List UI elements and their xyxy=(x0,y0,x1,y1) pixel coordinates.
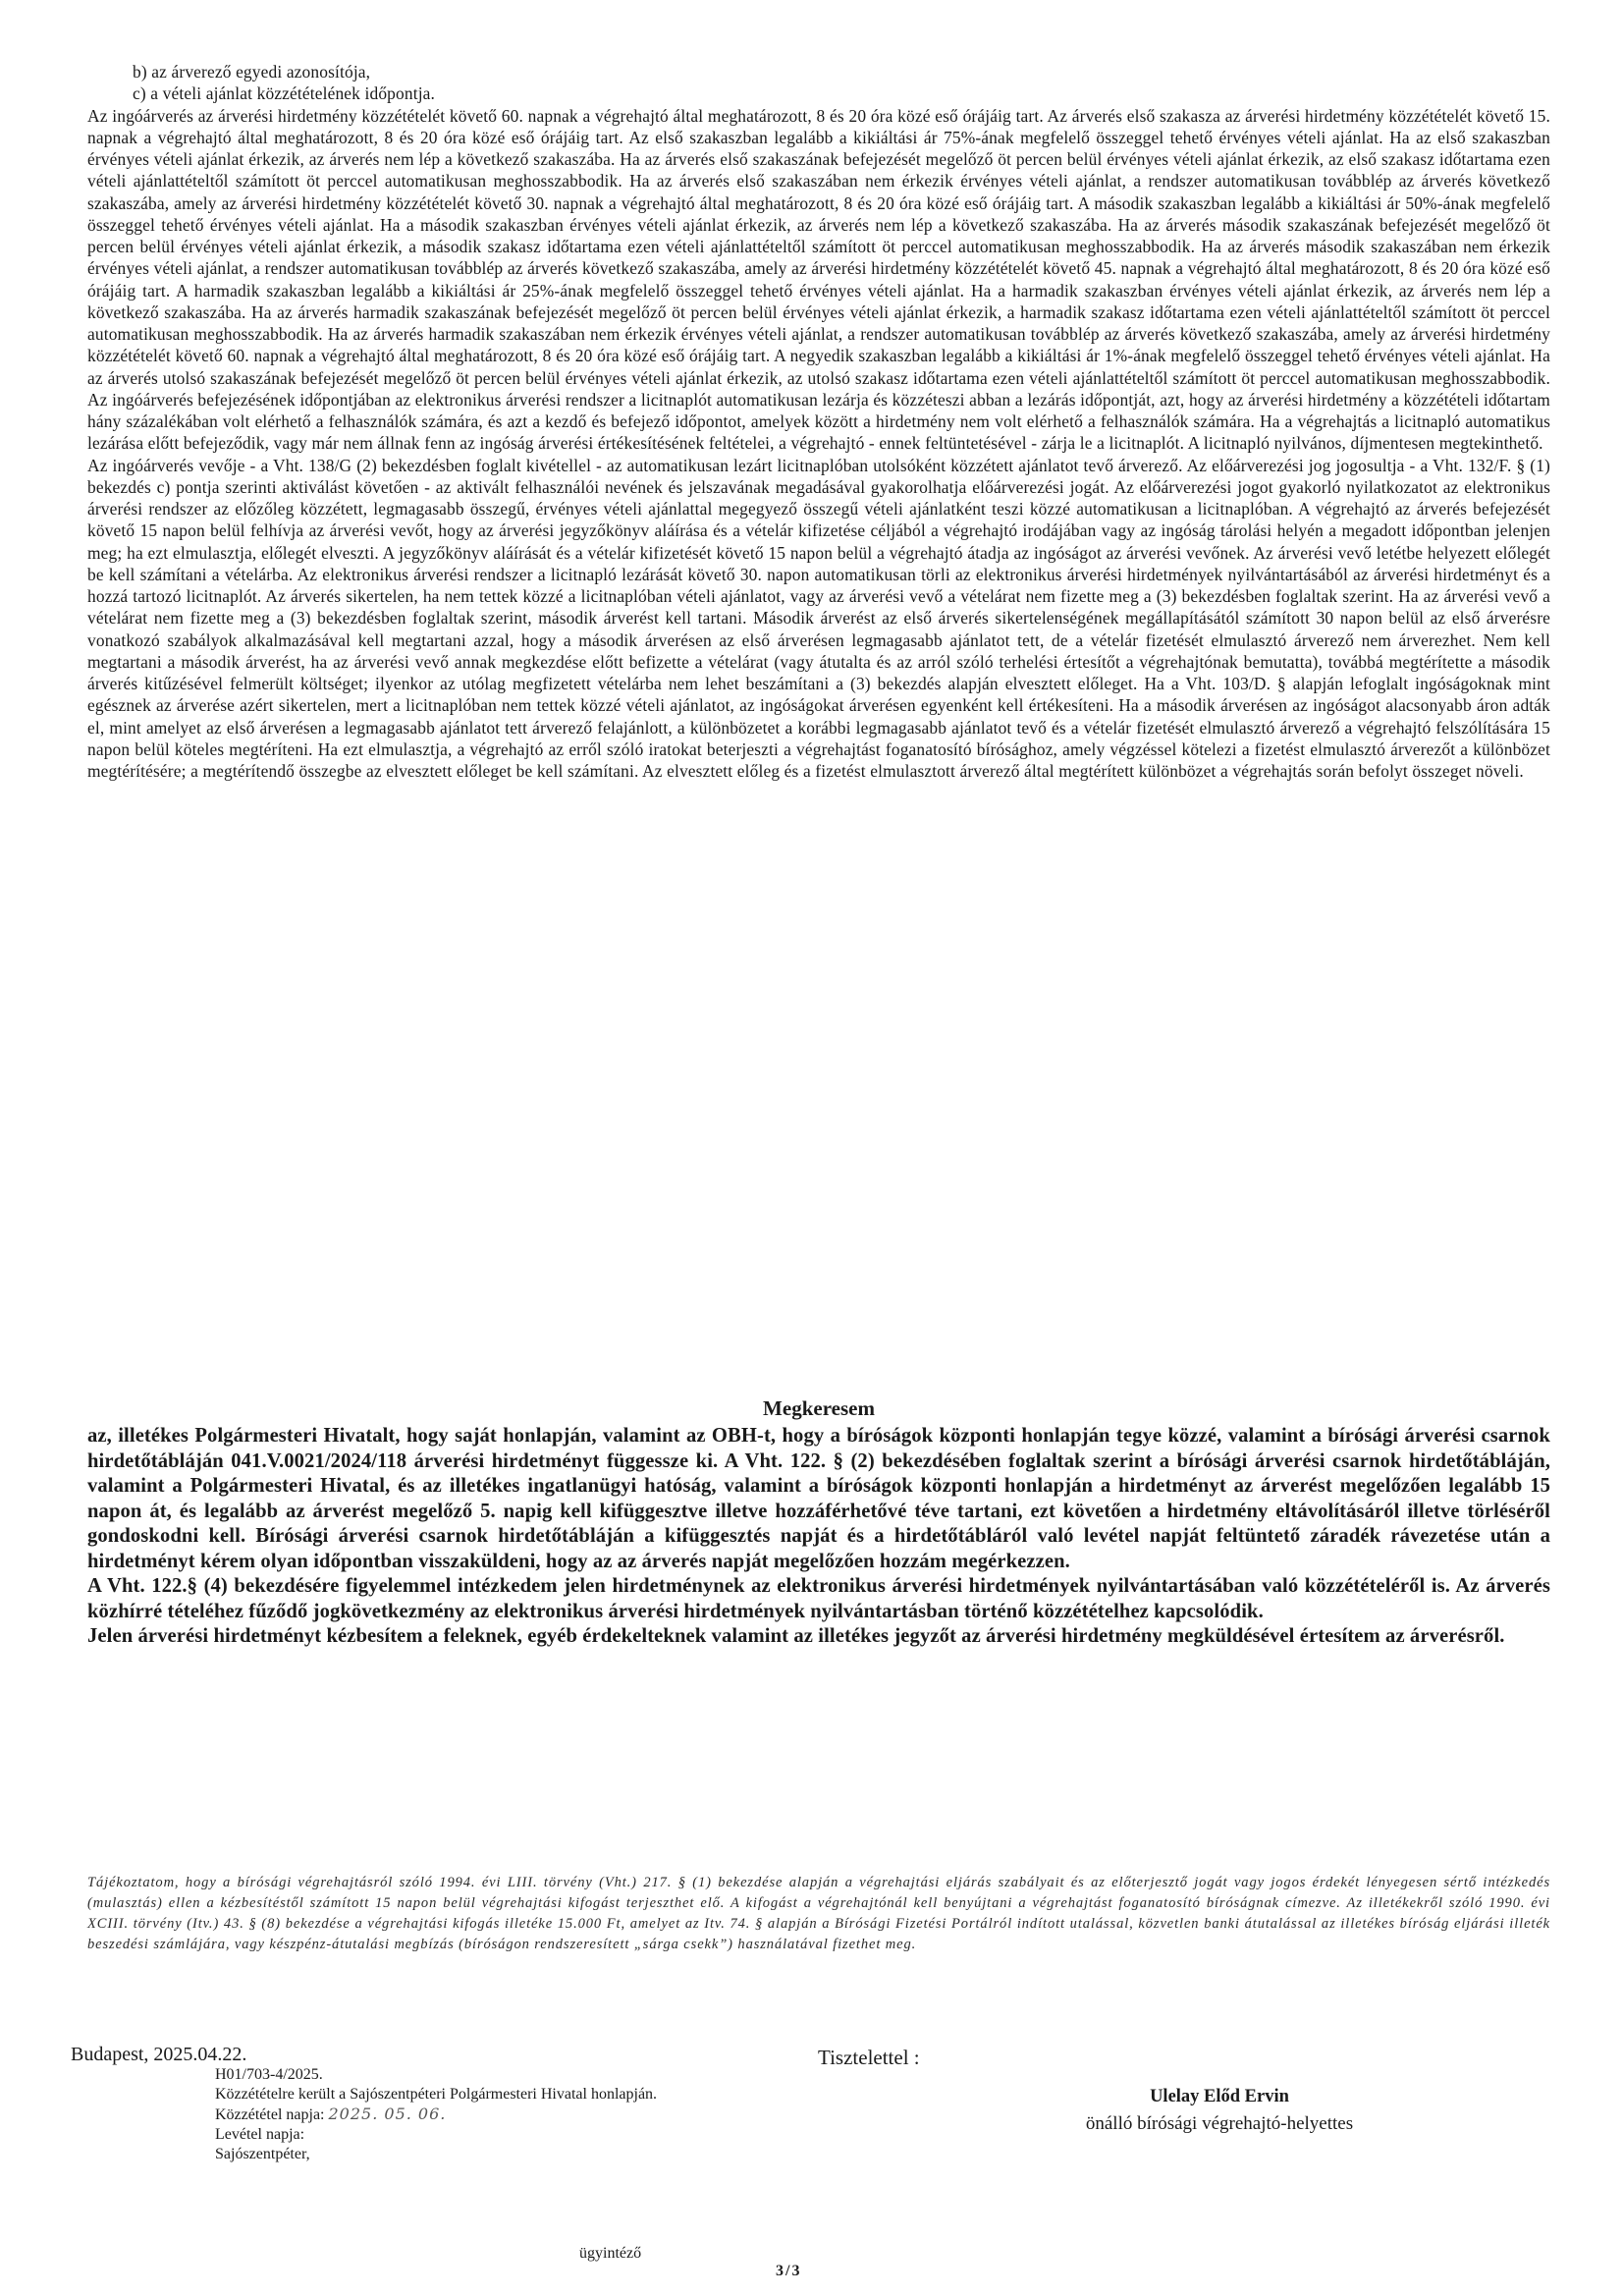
request-section xyxy=(87,1424,1550,1650)
legal-remedy-notice xyxy=(87,1873,1550,1955)
removal-date-label: Levétel napja: xyxy=(215,2126,305,2143)
request-paragraph-3: Jelen árverési hirdetményt kézbesítem a feleknek, egyéb érdekelteknek valamint az illetékes jegyzőt az árverési hirdetmény megküldésével értesítem az árverésről. xyxy=(87,1625,1505,1647)
list-item-b: b) az árverező egyedi azonosítója, xyxy=(133,62,371,82)
published-note: Közzétételre került a Sajószentpéteri Polgármesteri Hivatal honlapján. xyxy=(215,2086,658,2103)
publish-date-label: Közzététel napja: xyxy=(215,2106,325,2123)
request-heading: Megkeresem xyxy=(763,1396,875,1420)
request-paragraph-1: az, illetékes Polgármesteri Hivatalt, hogy saját honlapján, valamint az OBH-t, hogy a bíróságok központi honlapján tegye közzé, valamint a bírósági árverési csarnok hirdetőtábláján 041.V.0021/2024/118 árverési hirdetményt függessze ki. A Vht. 122. § (2) bekezdésében foglaltak szerint a bírósági árverési csarnok hirdetőtábláján, valamint a Polgármesteri Hivatal, és az illetékes ingatlanügyi hatóság, valamint a bíróságok központi honlapján a hirdetményt az árverést megelőzően legalább 15 napon át, és legalább az árverést megelőző 5. napig kell kifüggesztve illetve hozzáférhetővé téve tartani, ezt követően a hirdetmény eltávolításáról illetve törléséről gondoskodni kell. Bírósági árverési csarnok hirdetőtábláján a kifüggesztés napját és a hirdetőtábláról való levétel napját feltüntető záradék rávezetése után a hirdetményt kérem olyan időpontban visszaküldeni, hogy az az árverés napját megelőzően hozzám megérkezzen. xyxy=(87,1425,1550,1572)
auction-rules-text xyxy=(87,61,1550,782)
clerk-label: ügyintéző xyxy=(579,2245,642,2262)
notice-text: Tájékoztatom, hogy a bírósági végrehajtásról szóló 1994. évi LIII. törvény (Vht.) 217. § (1) bekezdése alapján a végrehajtási eljárás szabályait és az előterjesztő jogát vagy jogos érdekét lényegesen sértő intézkedés (mulasztás) ellen a kézbesítéstől számított 15 napon belül végrehajtási kifogást terjeszthet elő. A kifogást a végrehajtónál kell benyújtani a végrehajtást foganatosító bíróságnak címezve. Az illetékekről szóló 1990. évi XCIII. törvény (Itv.) 43. § (8) bekezdése a végrehajtási kifogás illetéke 15.000 Ft, amelyet az Itv. 74. § alapján a Bírósági Fizetési Portálról indított utalással, közvetlen banki átutalással az illetékes bíróság eljárási illeték beszedési számlájára, vagy készpénz-átutalási megbízás (bíróságon rendszeresített „sárga csekk”) használatával fizethet meg. xyxy=(87,1875,1550,1952)
list-item-c: c) a vételi ajánlat közzétételének időpontja. xyxy=(133,83,436,104)
publish-date-handwritten: 2025. 05. 06. xyxy=(328,2105,447,2123)
signature-greeting: Tisztelettel : xyxy=(818,2046,920,2069)
place-label: Sajószentpéter, xyxy=(215,2146,310,2162)
auction-buyer-paragraph: Az ingóárverés vevője - a Vht. 138/G (2) bekezdésben foglalt kivétellel - az automatikusan lezárt licitnaplóban utolsóként közzétett ajánlatot tevő árverező. Az előárverezési jog jogosultja - a Vht. 132/F. § (1) bekezdés c) pontja szerinti aktiválást követően - az aktivált felhasználói nevének és jelszavának megadásával gyakorolhatja előárverezési jogát. Az előárverezési jogot gyakorló nyilatkozatot az elektronikus árverési rendszer az előzőleg közzétett, legmagasabb összegű, érvényes vételi ajánlattal megegyező összegű vételi ajánlatként teszi közzé automatikusan a licitnaplóban. A végrehajtó az árverés befejezését követő 15 napon belül felhívja az árverési vevőt, hogy az árverési jegyzőkönyv aláírása és a vételár kifizetése céljából a végrehajtó irodájában vagy az ingóság tárolási helyén a megadott időpontban jelenjen meg; ha ezt elmulasztja, előlegét elveszti. A jegyzőkönyv aláírását és a vételár kifizetését követő 15 napon belül a végrehajtó átadja az ingóságot az árverési vevőnek. Az árverési vevő letétbe helyezett előlegét be kell számítani a vételárba. Az elektronikus árverési rendszer a licitnapló lezárását követő 30. napon automatikusan törli az elektronikus árverési hirdetmények nyilvántartásából az árverési hirdetményt és a hozzá tartozó licitnaplót. Az árverés sikertelen, ha nem tettek közzé a licitnaplóban vételi ajánlatot, vagy az árverési vevő a vételárat nem fizette meg a (3) bekezdésben foglaltak szerint. Ha az árverési vevő a vételárat nem fizette meg a (3) bekezdésben foglaltak szerint, második árverést kell tartani. Második árverést az első árverés sikertelenségének megállapításától számított 30 napon belül az első árverésre vonatkozó szabályok alkalmazásával kell megtartani azzal, hogy a második árverésen az első árverésen legmagasabb ajánlatot tett, de a vételár fizetését elmulasztó árverező nem árverezhet. Nem kell megtartani a második árverést, ha az árverési vevő annak megkezdése előtt befizette a vételárat (vagy átutalta és az arról szóló terhelési értesítőt a végrehajtónak bemutatta), továbbá megtérítette a második árverés kitűzésével felmerült költséget; ilyenkor az utólag megfizetett vételárba nem lehet beszámítani a (3) bekezdés alapján elvesztett előleget. Ha a Vht. 103/D. § alapján lefoglalt ingóságoknak mint egésznek az árverése azért sikertelen, mert a licitnaplóban nem tettek közzé vételi ajánlatot, az ingóságokat árverésen egyenként kell értékesíteni. Ha a második árverésen az ingóságot alacsonyabb áron adták el, mint amelyet az első árverésen a legmagasabb ajánlatot tett árverező felajánlott, a különbözetet a korábbi legmagasabb ajánlatot tevő és a vételár fizetését elmulasztó árverező a végrehajtó felszólítására 15 napon belül köteles megtéríteni. Ha ezt elmulasztja, a végrehajtó az erről szóló iratokat beterjeszti a végrehajtást foganatosító bírósághoz, amely végzéssel kötelezi a fizetést elmulasztó árverezőt a különbözet megtérítésére; a megtérítendő összegbe az elvesztett előleget be kell számítani. Az elvesztett előleg és a fizetést elmulasztott árverező által megtérített különbözet a végrehajtás során befolyt összeget növeli. xyxy=(87,455,1550,781)
page-number: 3/3 xyxy=(776,2263,802,2279)
city-date: Budapest, 2025.04.22. xyxy=(71,2044,247,2065)
request-paragraph-2: A Vht. 122.§ (4) bekezdésére figyelemmel intézkedem jelen hirdetménynek az elektronikus árverési hirdetmények nyilvántartásában való közzétételéről is. Az árverés közhírré tételéhez fűződő jogkövetkezmény az elektronikus árverési hirdetmények nyilvántartásban történő közzétételhez kapcsolódik. xyxy=(87,1575,1550,1622)
signatory-name: Ulelay Előd Ervin xyxy=(1150,2087,1289,2106)
auction-stages-paragraph: Az ingóárverés az árverési hirdetmény közzétételét követő 60. napnak a végrehajtó által meghatározott, 8 és 20 óra közé eső órájáig tart. Az árverés első szakasza az árverési hirdetmény közzétételét követő 15. napnak a végrehajtó által meghatározott, 8 és 20 óra közé eső órájáig tart. Az első szakaszban legalább a kikiáltási ár 75%-ának megfelelő összeggel tehető érvényes vételi ajánlat. Ha az első szakaszban érvényes vételi ajánlat érkezik, az árverés nem lép a következő szakaszába. Ha az árverés első szakaszának befejezését megelőző öt percen belül érvényes vételi ajánlat érkezik, az első szakasz időtartama ezen vételi ajánlattételtől számított öt perccel automatikusan meghosszabbodik. Ha az árverés első szakaszában nem érkezik érvényes vételi ajánlat, a rendszer automatikusan továbblép az árverés következő szakaszába, amely az árverési hirdetmény közzétételét követő 30. napnak a végrehajtó által meghatározott, 8 és 20 óra közé eső órájáig tart. A második szakaszban legalább a kikiáltási ár 50%-ának megfelelő összeggel tehető érvényes vételi ajánlat. Ha a második szakaszban érvényes vételi ajánlat érkezik, az árverés nem lép a következő szakaszába. Ha az árverés második szakaszának befejezését megelőző öt percen belül érvényes vételi ajánlat érkezik, a második szakasz időtartama ezen vételi ajánlattételtől számított öt perccel automatikusan meghosszabbodik. Ha az árverés második szakaszában nem érkezik érvényes vételi ajánlat, a rendszer automatikusan továbblép az árverés következő szakaszába, amely az árverési hirdetmény közzétételét követő 45. napnak a végrehajtó által meghatározott, 8 és 20 óra közé eső órájáig tart. A harmadik szakaszban legalább a kikiáltási ár 25%-ának megfelelő összeggel tehető érvényes vételi ajánlat. Ha a harmadik szakaszban érvényes vételi ajánlat érkezik, az árverés nem lép a következő szakaszába. Ha az árverés harmadik szakaszának befejezését megelőző öt percen belül érvényes vételi ajánlat érkezik, a harmadik szakasz időtartama ezen vételi ajánlattételtől számított öt perccel automatikusan meghosszabbodik. Ha az árverés harmadik szakaszában nem érkezik érvényes vételi ajánlat, a rendszer automatikusan továbblép az árverés következő szakaszába, amely az árverési hirdetmény közzétételét követő 60. napnak a végrehajtó által meghatározott, 8 és 20 óra közé eső órájáig tart. A negyedik szakaszban legalább a kikiáltási ár 1%-ának megfelelő összeggel tehető érvényes vételi ajánlat. Ha az árverés utolsó szakaszának befejezését megelőző öt percen belül érvényes vételi ajánlat érkezik, az utolsó szakasz időtartama ezen vételi ajánlattételtől számított öt perccel automatikusan meghosszabbodik. Az ingóárverés befejezésének időpontjában az elektronikus árverési rendszer a licitnaplót automatikusan lezárja és közzéteszi abban a lezárás időpontját, azt, hogy az árverési hirdetmény a közzétételi időtartam hány százalékában volt elérhető a felhasználók számára, és azt a kezdő és befejező időpontot, amelyek között a hirdetmény nem volt elérhető a felhasználók számára. Ha a végrehajtás a licitnapló automatikus lezárása előtt befejeződik, vagy már nem állnak fenn az ingóság árverési értékesítésének feltételei, a végrehajtó - ennek feltüntetésével - zárja le a licitnaplót. A licitnapló nyilvános, díjmentesen megtekinthető. xyxy=(87,105,1550,454)
footer-block xyxy=(71,2045,657,2164)
publish-date-line xyxy=(215,2105,657,2125)
case-number: H01/703-4/2025. xyxy=(215,2066,323,2083)
signatory-title: önálló bírósági végrehajtó-helyettes xyxy=(1085,2113,1354,2134)
